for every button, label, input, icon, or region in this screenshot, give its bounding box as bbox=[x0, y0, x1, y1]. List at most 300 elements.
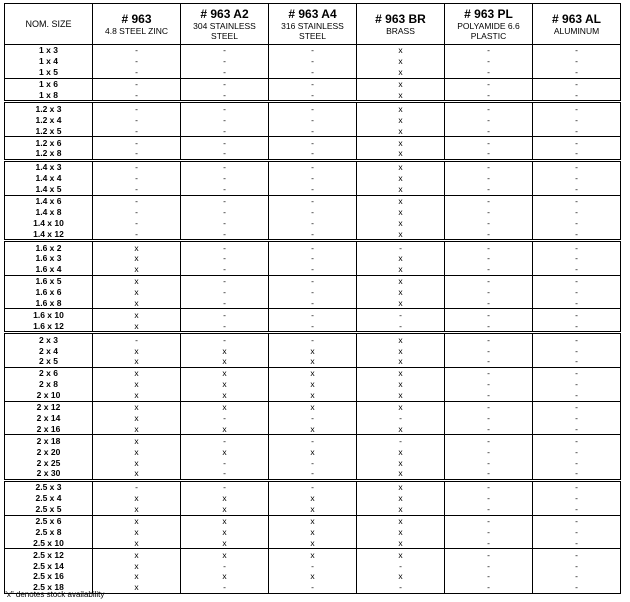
availability-cell: - bbox=[269, 114, 357, 125]
availability-cell: - bbox=[533, 253, 621, 264]
availability-cell: - bbox=[445, 56, 533, 67]
table-row bbox=[5, 217, 621, 228]
availability-cell: - bbox=[533, 345, 621, 356]
material-label: BRASS bbox=[386, 25, 415, 36]
table-row bbox=[5, 379, 621, 390]
availability-cell: - bbox=[181, 320, 269, 332]
nom-size-cell: 2 x 16 bbox=[5, 423, 93, 434]
availability-cell: - bbox=[533, 480, 621, 492]
availability-cell: x bbox=[269, 549, 357, 560]
availability-cell: - bbox=[357, 309, 445, 320]
availability-cell: x bbox=[357, 148, 445, 160]
nom-size-cell: 1.2 x 8 bbox=[5, 148, 93, 160]
table-row bbox=[5, 468, 621, 480]
availability-cell: x bbox=[181, 571, 269, 582]
availability-cell: x bbox=[269, 379, 357, 390]
availability-cell: - bbox=[181, 173, 269, 184]
table-row bbox=[5, 549, 621, 560]
availability-cell: - bbox=[181, 102, 269, 114]
availability-cell: - bbox=[93, 184, 181, 195]
nom-size-cell: 1.4 x 8 bbox=[5, 206, 93, 217]
availability-cell: - bbox=[445, 241, 533, 253]
availability-cell: - bbox=[533, 217, 621, 228]
table-row bbox=[5, 356, 621, 367]
availability-cell: - bbox=[533, 356, 621, 367]
availability-cell: x bbox=[269, 526, 357, 537]
availability-cell: - bbox=[269, 173, 357, 184]
availability-cell: - bbox=[93, 56, 181, 67]
availability-cell: x bbox=[357, 45, 445, 56]
availability-cell: x bbox=[357, 515, 445, 526]
availability-cell: - bbox=[445, 457, 533, 468]
table-row bbox=[5, 241, 621, 253]
material-label: POLYAMIDE 6.6 bbox=[457, 20, 520, 31]
availability-cell: - bbox=[445, 320, 533, 332]
availability-cell: - bbox=[533, 493, 621, 504]
availability-cell: x bbox=[357, 90, 445, 102]
availability-cell: - bbox=[93, 125, 181, 136]
availability-cell: x bbox=[93, 241, 181, 253]
availability-cell: - bbox=[269, 333, 357, 345]
availability-cell: x bbox=[357, 217, 445, 228]
availability-cell: x bbox=[357, 114, 445, 125]
availability-cell: x bbox=[269, 493, 357, 504]
availability-cell: - bbox=[181, 582, 269, 593]
availability-cell: - bbox=[445, 206, 533, 217]
availability-cell: - bbox=[445, 390, 533, 401]
availability-cell: - bbox=[181, 217, 269, 228]
availability-cell: x bbox=[357, 493, 445, 504]
availability-cell: - bbox=[445, 287, 533, 298]
nom-size-label: NOM. SIZE bbox=[25, 19, 72, 29]
availability-cell: x bbox=[357, 356, 445, 367]
availability-cell: x bbox=[93, 457, 181, 468]
column-header bbox=[93, 4, 181, 45]
availability-cell: - bbox=[533, 102, 621, 114]
availability-cell: x bbox=[181, 549, 269, 560]
availability-cell: - bbox=[269, 45, 357, 56]
availability-cell: - bbox=[181, 184, 269, 195]
availability-cell: x bbox=[93, 493, 181, 504]
availability-cell: x bbox=[181, 401, 269, 412]
availability-cell: - bbox=[181, 148, 269, 160]
availability-cell: - bbox=[445, 67, 533, 78]
availability-cell: - bbox=[93, 480, 181, 492]
column-header bbox=[181, 4, 269, 45]
availability-cell: x bbox=[357, 526, 445, 537]
availability-cell: x bbox=[269, 446, 357, 457]
availability-cell: - bbox=[181, 90, 269, 102]
table-row bbox=[5, 253, 621, 264]
availability-cell: - bbox=[357, 320, 445, 332]
availability-cell: - bbox=[445, 228, 533, 240]
availability-cell: x bbox=[269, 515, 357, 526]
availability-cell: - bbox=[269, 206, 357, 217]
availability-cell: - bbox=[445, 356, 533, 367]
nom-size-cell: 2 x 25 bbox=[5, 457, 93, 468]
availability-cell: - bbox=[181, 114, 269, 125]
availability-cell: - bbox=[533, 173, 621, 184]
availability-cell: x bbox=[357, 390, 445, 401]
product-code: # 963 A2 bbox=[200, 6, 249, 21]
material-label: STEEL bbox=[211, 30, 238, 41]
stock-availability-table bbox=[4, 3, 621, 594]
availability-cell: - bbox=[533, 390, 621, 401]
availability-cell: x bbox=[181, 537, 269, 548]
availability-cell: - bbox=[93, 195, 181, 206]
availability-cell: - bbox=[445, 345, 533, 356]
availability-cell: - bbox=[533, 560, 621, 571]
availability-cell: - bbox=[181, 435, 269, 446]
availability-cell: - bbox=[445, 137, 533, 148]
table-row bbox=[5, 90, 621, 102]
table-row bbox=[5, 480, 621, 492]
nom-size-cell: 2 x 20 bbox=[5, 446, 93, 457]
availability-cell: - bbox=[269, 160, 357, 172]
availability-cell: x bbox=[93, 253, 181, 264]
nom-size-cell: 2.5 x 8 bbox=[5, 526, 93, 537]
table-row bbox=[5, 287, 621, 298]
nom-size-cell: 1.2 x 6 bbox=[5, 137, 93, 148]
table-row bbox=[5, 423, 621, 434]
availability-cell: x bbox=[269, 367, 357, 378]
nom-size-cell: 1.4 x 3 bbox=[5, 160, 93, 172]
table-row bbox=[5, 537, 621, 548]
availability-cell: - bbox=[445, 125, 533, 136]
availability-cell: - bbox=[93, 160, 181, 172]
availability-cell: - bbox=[269, 560, 357, 571]
availability-cell: - bbox=[181, 160, 269, 172]
availability-cell: x bbox=[357, 125, 445, 136]
table-row bbox=[5, 367, 621, 378]
availability-cell: - bbox=[93, 137, 181, 148]
availability-cell: - bbox=[533, 195, 621, 206]
nom-size-cell: 1 x 3 bbox=[5, 45, 93, 56]
header-row bbox=[5, 4, 621, 45]
table-header bbox=[5, 4, 621, 45]
availability-cell: x bbox=[269, 571, 357, 582]
availability-cell: - bbox=[181, 298, 269, 309]
availability-cell: - bbox=[533, 148, 621, 160]
nom-size-cell: 1.6 x 12 bbox=[5, 320, 93, 332]
availability-cell: x bbox=[357, 537, 445, 548]
availability-cell: x bbox=[181, 379, 269, 390]
table-row bbox=[5, 435, 621, 446]
nom-size-cell: 1.6 x 2 bbox=[5, 241, 93, 253]
table-row bbox=[5, 184, 621, 195]
availability-cell: - bbox=[181, 309, 269, 320]
availability-cell: x bbox=[357, 446, 445, 457]
availability-cell: - bbox=[445, 526, 533, 537]
availability-cell: x bbox=[357, 206, 445, 217]
material-label: PLASTIC bbox=[470, 30, 507, 41]
availability-cell: - bbox=[269, 148, 357, 160]
material-label: 304 STAINLESS bbox=[193, 20, 256, 31]
availability-cell: - bbox=[181, 457, 269, 468]
availability-cell: - bbox=[269, 275, 357, 286]
availability-cell: x bbox=[357, 173, 445, 184]
table-row bbox=[5, 102, 621, 114]
table-row bbox=[5, 195, 621, 206]
nom-size-cell: 1 x 6 bbox=[5, 78, 93, 89]
availability-cell: - bbox=[445, 446, 533, 457]
product-code: # 963 AL bbox=[552, 11, 601, 26]
column-header-nom-size bbox=[5, 4, 93, 45]
column-header bbox=[357, 4, 445, 45]
availability-cell: - bbox=[533, 184, 621, 195]
stock-availability-table-container bbox=[4, 3, 621, 594]
availability-cell: x bbox=[93, 390, 181, 401]
nom-size-cell: 1.2 x 3 bbox=[5, 102, 93, 114]
availability-cell: x bbox=[357, 264, 445, 275]
availability-cell: - bbox=[93, 148, 181, 160]
availability-cell: - bbox=[357, 413, 445, 424]
availability-cell: - bbox=[445, 298, 533, 309]
availability-cell: x bbox=[357, 102, 445, 114]
availability-cell: - bbox=[445, 413, 533, 424]
availability-cell: - bbox=[269, 253, 357, 264]
availability-cell: - bbox=[269, 468, 357, 480]
availability-cell: - bbox=[533, 275, 621, 286]
table-row bbox=[5, 526, 621, 537]
availability-cell: - bbox=[445, 367, 533, 378]
availability-cell: x bbox=[357, 184, 445, 195]
table-row bbox=[5, 413, 621, 424]
availability-cell: - bbox=[533, 457, 621, 468]
availability-cell: - bbox=[533, 423, 621, 434]
availability-cell: - bbox=[357, 582, 445, 593]
availability-cell: - bbox=[533, 56, 621, 67]
availability-cell: - bbox=[445, 217, 533, 228]
availability-cell: - bbox=[93, 173, 181, 184]
table-row bbox=[5, 320, 621, 332]
availability-cell: - bbox=[533, 435, 621, 446]
table-row bbox=[5, 401, 621, 412]
availability-cell: - bbox=[269, 102, 357, 114]
availability-cell: - bbox=[269, 217, 357, 228]
availability-cell: x bbox=[93, 504, 181, 515]
availability-cell: x bbox=[93, 526, 181, 537]
availability-cell: x bbox=[357, 137, 445, 148]
nom-size-cell: 2.5 x 10 bbox=[5, 537, 93, 548]
availability-cell: x bbox=[269, 423, 357, 434]
availability-cell: x bbox=[357, 298, 445, 309]
availability-cell: - bbox=[445, 102, 533, 114]
availability-cell: - bbox=[269, 137, 357, 148]
availability-cell: x bbox=[93, 401, 181, 412]
availability-cell: - bbox=[181, 333, 269, 345]
availability-cell: - bbox=[181, 287, 269, 298]
availability-cell: x bbox=[357, 195, 445, 206]
availability-cell: - bbox=[445, 582, 533, 593]
availability-cell: - bbox=[445, 148, 533, 160]
availability-cell: x bbox=[357, 571, 445, 582]
availability-cell: - bbox=[269, 582, 357, 593]
availability-cell: x bbox=[181, 345, 269, 356]
availability-cell: - bbox=[357, 241, 445, 253]
availability-cell: - bbox=[93, 45, 181, 56]
availability-cell: - bbox=[181, 413, 269, 424]
availability-cell: - bbox=[533, 571, 621, 582]
nom-size-cell: 1.6 x 5 bbox=[5, 275, 93, 286]
availability-cell: - bbox=[269, 56, 357, 67]
column-header bbox=[445, 4, 533, 45]
table-row bbox=[5, 515, 621, 526]
availability-cell: x bbox=[93, 356, 181, 367]
availability-cell: x bbox=[93, 537, 181, 548]
availability-cell: - bbox=[181, 275, 269, 286]
availability-cell: - bbox=[445, 173, 533, 184]
availability-cell: x bbox=[93, 379, 181, 390]
availability-cell: - bbox=[533, 114, 621, 125]
table-row bbox=[5, 457, 621, 468]
table-row bbox=[5, 571, 621, 582]
availability-cell: x bbox=[269, 504, 357, 515]
availability-cell: - bbox=[533, 379, 621, 390]
product-code: # 963 BR bbox=[375, 11, 426, 26]
availability-cell: - bbox=[533, 468, 621, 480]
table-row bbox=[5, 125, 621, 136]
availability-cell: - bbox=[533, 264, 621, 275]
table-row bbox=[5, 173, 621, 184]
availability-cell: - bbox=[269, 228, 357, 240]
nom-size-cell: 1 x 4 bbox=[5, 56, 93, 67]
availability-cell: - bbox=[181, 560, 269, 571]
nom-size-cell: 2.5 x 14 bbox=[5, 560, 93, 571]
availability-cell: x bbox=[357, 253, 445, 264]
availability-cell: x bbox=[357, 275, 445, 286]
table-row bbox=[5, 333, 621, 345]
availability-cell: - bbox=[269, 287, 357, 298]
footnote: "x" denotes stock availability bbox=[4, 590, 105, 599]
table-row bbox=[5, 228, 621, 240]
availability-cell: - bbox=[533, 206, 621, 217]
nom-size-cell: 2.5 x 5 bbox=[5, 504, 93, 515]
nom-size-cell: 2.5 x 3 bbox=[5, 480, 93, 492]
table-row bbox=[5, 264, 621, 275]
availability-cell: x bbox=[269, 537, 357, 548]
availability-cell: - bbox=[445, 560, 533, 571]
availability-cell: x bbox=[357, 504, 445, 515]
availability-cell: x bbox=[357, 423, 445, 434]
availability-cell: x bbox=[181, 504, 269, 515]
nom-size-cell: 2.5 x 4 bbox=[5, 493, 93, 504]
availability-cell: - bbox=[181, 264, 269, 275]
table-row bbox=[5, 67, 621, 78]
availability-cell: x bbox=[93, 275, 181, 286]
availability-cell: - bbox=[357, 560, 445, 571]
availability-cell: x bbox=[269, 356, 357, 367]
availability-cell: - bbox=[269, 90, 357, 102]
nom-size-cell: 1.6 x 4 bbox=[5, 264, 93, 275]
product-code: # 963 A4 bbox=[288, 6, 337, 21]
availability-cell: - bbox=[533, 67, 621, 78]
table-row bbox=[5, 275, 621, 286]
table-row bbox=[5, 298, 621, 309]
table-row bbox=[5, 114, 621, 125]
availability-cell: - bbox=[181, 228, 269, 240]
availability-cell: - bbox=[445, 480, 533, 492]
availability-cell: - bbox=[445, 379, 533, 390]
availability-cell: - bbox=[445, 195, 533, 206]
availability-cell: x bbox=[93, 309, 181, 320]
nom-size-cell: 2 x 14 bbox=[5, 413, 93, 424]
availability-cell: - bbox=[445, 253, 533, 264]
availability-cell: - bbox=[269, 264, 357, 275]
nom-size-cell: 2.5 x 16 bbox=[5, 571, 93, 582]
availability-cell: - bbox=[533, 90, 621, 102]
availability-cell: - bbox=[357, 435, 445, 446]
availability-cell: - bbox=[181, 125, 269, 136]
availability-cell: - bbox=[445, 264, 533, 275]
table-row bbox=[5, 206, 621, 217]
availability-cell: x bbox=[181, 356, 269, 367]
table-row bbox=[5, 137, 621, 148]
nom-size-cell: 1.2 x 5 bbox=[5, 125, 93, 136]
table-row bbox=[5, 560, 621, 571]
availability-cell: - bbox=[445, 435, 533, 446]
availability-cell: x bbox=[357, 367, 445, 378]
availability-cell: x bbox=[181, 390, 269, 401]
availability-cell: - bbox=[533, 78, 621, 89]
nom-size-cell: 2.5 x 12 bbox=[5, 549, 93, 560]
availability-cell: - bbox=[93, 114, 181, 125]
availability-cell: - bbox=[533, 504, 621, 515]
availability-cell: - bbox=[181, 253, 269, 264]
availability-cell: - bbox=[533, 446, 621, 457]
availability-cell: - bbox=[533, 298, 621, 309]
availability-cell: - bbox=[269, 457, 357, 468]
availability-cell: - bbox=[533, 526, 621, 537]
availability-cell: - bbox=[445, 90, 533, 102]
column-header bbox=[533, 4, 621, 45]
nom-size-cell: 1.6 x 10 bbox=[5, 309, 93, 320]
availability-cell: - bbox=[445, 468, 533, 480]
availability-cell: - bbox=[445, 423, 533, 434]
availability-cell: x bbox=[93, 446, 181, 457]
material-label: 316 STAINLESS bbox=[281, 20, 344, 31]
nom-size-cell: 2 x 4 bbox=[5, 345, 93, 356]
availability-cell: - bbox=[269, 125, 357, 136]
availability-cell: - bbox=[445, 78, 533, 89]
availability-cell: - bbox=[533, 367, 621, 378]
nom-size-cell: 2 x 30 bbox=[5, 468, 93, 480]
nom-size-cell: 1.2 x 4 bbox=[5, 114, 93, 125]
availability-cell: x bbox=[357, 401, 445, 412]
availability-cell: - bbox=[93, 102, 181, 114]
availability-cell: - bbox=[181, 45, 269, 56]
availability-cell: - bbox=[181, 241, 269, 253]
availability-cell: - bbox=[93, 78, 181, 89]
availability-cell: x bbox=[357, 379, 445, 390]
availability-cell: - bbox=[445, 571, 533, 582]
availability-cell: - bbox=[269, 435, 357, 446]
availability-cell: - bbox=[269, 184, 357, 195]
availability-cell: - bbox=[445, 275, 533, 286]
availability-cell: - bbox=[445, 504, 533, 515]
availability-cell: - bbox=[269, 241, 357, 253]
availability-cell: x bbox=[93, 515, 181, 526]
availability-cell: x bbox=[93, 560, 181, 571]
availability-cell: - bbox=[93, 333, 181, 345]
availability-cell: x bbox=[181, 423, 269, 434]
product-code: # 963 bbox=[121, 11, 152, 26]
availability-cell: x bbox=[181, 515, 269, 526]
availability-cell: - bbox=[181, 206, 269, 217]
availability-cell: x bbox=[269, 401, 357, 412]
table-row bbox=[5, 390, 621, 401]
availability-cell: - bbox=[269, 309, 357, 320]
